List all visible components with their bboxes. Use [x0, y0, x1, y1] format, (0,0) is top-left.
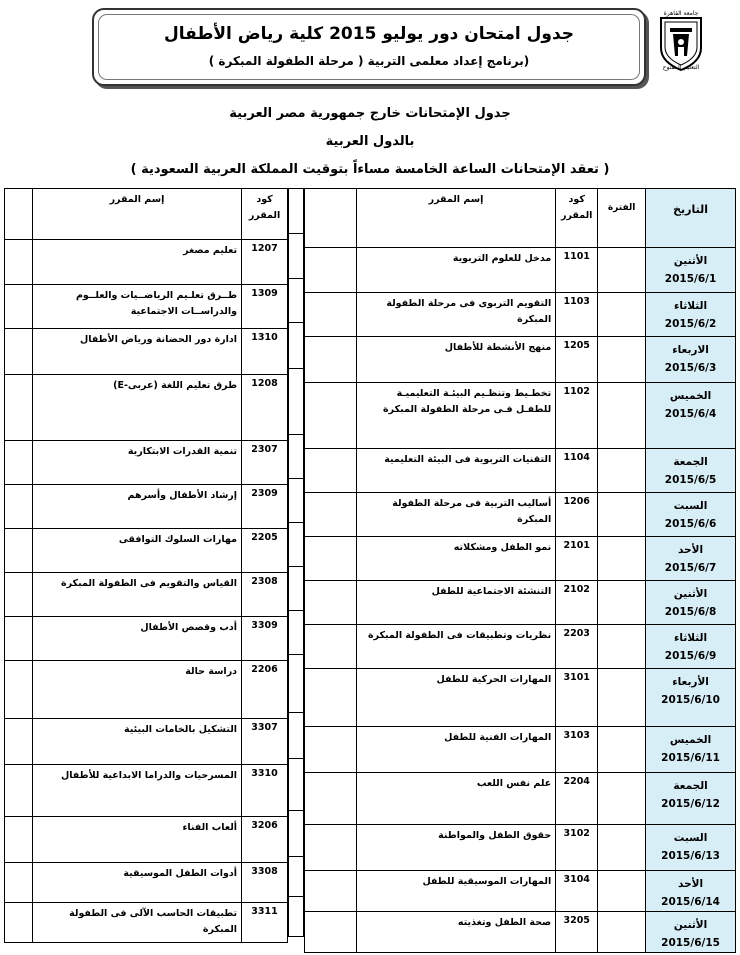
- blank-cell: [5, 719, 33, 765]
- table-row: [305, 293, 736, 337]
- gap-cell: [289, 279, 304, 323]
- course-name: أساليب التربية فى مرحلة الطفولة المبكرة: [356, 493, 555, 537]
- date-cell: [646, 871, 736, 912]
- date-cell: [646, 625, 736, 669]
- gap-cell: [289, 611, 304, 655]
- date-value: 2015/6/10: [661, 694, 720, 706]
- date-value: 2015/6/6: [664, 518, 717, 530]
- table-row: [5, 617, 288, 661]
- date-value: 2015/6/4: [664, 408, 717, 420]
- blank-cell: [5, 661, 33, 719]
- blank-cell: [5, 817, 33, 863]
- blank-cell: [305, 537, 357, 581]
- course-name: ألعاب الفناء: [32, 817, 241, 863]
- logo-bottom-text: التعليم المفتوح: [662, 64, 700, 71]
- date-cell: [646, 581, 736, 625]
- course-code: 1310: [242, 329, 288, 375]
- blank-cell: [305, 493, 357, 537]
- table-row: [305, 625, 736, 669]
- blank-cell: [5, 375, 33, 441]
- header-frame: [92, 8, 646, 86]
- table-row: [5, 285, 288, 329]
- course-code: 1103: [556, 293, 598, 337]
- table-row: [5, 573, 288, 617]
- course-name: إرشاد الأطفال وأسرهم: [32, 485, 241, 529]
- blank-cell: [5, 573, 33, 617]
- table-row: [5, 903, 288, 943]
- date-cell: [646, 912, 736, 953]
- table-header-row: [305, 189, 736, 248]
- blank-cell: [305, 727, 357, 773]
- logo-top-text: جامعة القاهرة: [663, 10, 699, 17]
- blank-cell: [305, 293, 357, 337]
- course-name: صحة الطفل وتغذيته: [356, 912, 555, 953]
- date-cell: [646, 248, 736, 293]
- table-row: [5, 329, 288, 375]
- heading-line1: جدول الإمتحانات خارج جمهورية مصر العربية: [229, 106, 511, 121]
- blank-cell: [305, 248, 357, 293]
- course-name: تطبيقات الحاسب الآلى فى الطفولة المبكرة: [32, 903, 241, 943]
- date-cell: [646, 449, 736, 493]
- day-name: الخميس: [669, 734, 712, 746]
- day-name: الأثنين: [673, 255, 708, 267]
- day-name: الأثنين: [673, 919, 708, 931]
- table-row: [305, 248, 736, 293]
- course-code: 2307: [242, 441, 288, 485]
- course-name: التشكيل بالخامات البيئية: [32, 719, 241, 765]
- course-name: التقنيات التربوية فى البيئة التعليمية: [356, 449, 555, 493]
- table-row: [5, 719, 288, 765]
- table-row: [305, 493, 736, 537]
- course-code: 1104: [556, 449, 598, 493]
- period-cell: [598, 337, 646, 383]
- gap-cell: [289, 523, 304, 567]
- table-row: [305, 449, 736, 493]
- table-row: [5, 661, 288, 719]
- blank-cell: [305, 383, 357, 449]
- course-name: أدوات الطفل الموسيقية: [32, 863, 241, 903]
- course-code: 3102: [556, 825, 598, 871]
- course-name: أدب وقصص الأطفال: [32, 617, 241, 661]
- day-name: الأحد: [678, 544, 704, 556]
- table-row: [5, 240, 288, 285]
- course-name: تنمية القدرات الابتكارية: [32, 441, 241, 485]
- course-name: نظريات وتطبيقات فى الطفولة المبكرة: [356, 625, 555, 669]
- course-code: 3103: [556, 727, 598, 773]
- table-row: [5, 529, 288, 573]
- course-code: 1208: [242, 375, 288, 441]
- course-name: تخطـيط وتنظـيم البيئـة التعليميـة للطفـل فـى مرحلة الطفولة المبكرة: [356, 383, 555, 449]
- period-cell: [598, 293, 646, 337]
- blank-cell: [5, 529, 33, 573]
- course-code: 1309: [242, 285, 288, 329]
- date-cell: [646, 669, 736, 727]
- day-name: الثلاثاء: [674, 632, 708, 644]
- date-header: التاريخ: [646, 189, 736, 248]
- course-name: المهارات الفنية للطفل: [356, 727, 555, 773]
- gap-cell: [289, 713, 304, 759]
- course-name: طــرق تعلـيم الرياضــيات والعلــوم والدراســات الاجتماعية: [32, 285, 241, 329]
- course-name: حقوق الطفل والمواطنة: [356, 825, 555, 871]
- day-name: الاربعاء: [672, 344, 709, 356]
- date-value: 2015/6/15: [661, 937, 720, 949]
- gap-cell: [289, 897, 304, 937]
- date-value: 2015/6/11: [661, 752, 720, 764]
- blank-cell: [305, 871, 357, 912]
- course-name: تعليم مصغر: [32, 240, 241, 285]
- day-name: الخميس: [669, 390, 712, 402]
- blank-cell: [5, 329, 33, 375]
- date-cell: [646, 773, 736, 825]
- course-code: 1101: [556, 248, 598, 293]
- heading-line2: بالدول العربية: [325, 134, 415, 149]
- course-code: 3310: [242, 765, 288, 817]
- date-cell: [646, 537, 736, 581]
- date-cell: [646, 293, 736, 337]
- date-value: 2015/6/3: [664, 362, 717, 374]
- gap-column: [288, 188, 304, 937]
- code-header: كود المقرر: [242, 189, 288, 240]
- blank-cell: [305, 825, 357, 871]
- day-name: الأربعاء: [672, 676, 709, 688]
- course-code: 3308: [242, 863, 288, 903]
- blank-cell: [5, 240, 33, 285]
- heading-line3: ( تعقد الإمتحانات الساعة الخامسة مساءاً بتوقيت المملكة العربية السعودية ): [130, 162, 610, 177]
- date-value: 2015/6/7: [664, 562, 717, 574]
- table-row: [305, 581, 736, 625]
- period-cell: [598, 383, 646, 449]
- day-name: الجمعة: [673, 456, 708, 468]
- period-cell: [598, 537, 646, 581]
- gap-cell: [289, 369, 304, 435]
- course-name: المهارات الحركية للطفل: [356, 669, 555, 727]
- course-code: 1102: [556, 383, 598, 449]
- period-cell: [598, 625, 646, 669]
- table-row: [305, 825, 736, 871]
- date-value: 2015/6/1: [664, 273, 717, 285]
- table-row: [305, 337, 736, 383]
- date-value: 2015/6/5: [664, 474, 717, 486]
- period-cell: [598, 248, 646, 293]
- table-row: [305, 912, 736, 953]
- table-row: [305, 773, 736, 825]
- course-code: 3309: [242, 617, 288, 661]
- table-row: [305, 537, 736, 581]
- schedule-table-right: [304, 188, 736, 953]
- course-name: المهارات الموسيقية للطفل: [356, 871, 555, 912]
- table-row: [5, 817, 288, 863]
- table-row: [305, 383, 736, 449]
- blank-cell: [5, 863, 33, 903]
- course-code: 3311: [242, 903, 288, 943]
- course-name: التقويم التربوى فى مرحلة الطفولة المبكرة: [356, 293, 555, 337]
- blank-cell: [5, 617, 33, 661]
- course-code: 2206: [242, 661, 288, 719]
- table-row: [5, 375, 288, 441]
- course-code: 3307: [242, 719, 288, 765]
- course-code: 2203: [556, 625, 598, 669]
- blank-cell: [305, 669, 357, 727]
- course-code: 1205: [556, 337, 598, 383]
- gap-cell: [289, 435, 304, 479]
- blank-cell: [305, 581, 357, 625]
- date-cell: [646, 383, 736, 449]
- name-header: إسم المقرر: [356, 189, 555, 248]
- period-cell: [598, 871, 646, 912]
- table-header-row: [5, 189, 288, 240]
- gap-cell: [289, 857, 304, 897]
- period-cell: [598, 773, 646, 825]
- blank-cell: [5, 441, 33, 485]
- course-name: علم نفس اللعب: [356, 773, 555, 825]
- course-code: 2205: [242, 529, 288, 573]
- gap-cell: [289, 811, 304, 857]
- course-name: مدخل للعلوم التربوية: [356, 248, 555, 293]
- period-cell: [598, 727, 646, 773]
- course-name: منهج الأنشطة للأطفال: [356, 337, 555, 383]
- gap-cell: [289, 323, 304, 369]
- course-name: مهارات السلوك التوافقى: [32, 529, 241, 573]
- table-row: [5, 485, 288, 529]
- day-name: السبت: [673, 500, 708, 512]
- day-name: الجمعة: [673, 780, 708, 792]
- gap-cell: [289, 655, 304, 713]
- course-name: ادارة دور الحضانة ورياض الأطفال: [32, 329, 241, 375]
- period-cell: [598, 669, 646, 727]
- gap-cell: [289, 189, 304, 234]
- period-cell: [598, 493, 646, 537]
- document-title: جدول امتحان دور يوليو 2015 كلية رياض الأطفال: [163, 24, 575, 44]
- table-row: [5, 863, 288, 903]
- period-cell: [598, 912, 646, 953]
- day-name: السبت: [673, 832, 708, 844]
- name-header: إسم المقرر: [32, 189, 241, 240]
- course-code: 3205: [556, 912, 598, 953]
- date-cell: [646, 337, 736, 383]
- table-row: [305, 727, 736, 773]
- document-subtitle: (برنامج إعداد معلمى التربية ( مرحلة الطفولة المبكرة ): [208, 54, 530, 68]
- course-name: نمو الطفل ومشكلاته: [356, 537, 555, 581]
- code-header: كود المقرر: [556, 189, 598, 248]
- date-value: 2015/6/9: [664, 650, 717, 662]
- date-value: 2015/6/2: [664, 318, 717, 330]
- course-code: 3206: [242, 817, 288, 863]
- period-cell: [598, 825, 646, 871]
- course-code: 3101: [556, 669, 598, 727]
- schedule-table-left: [4, 188, 288, 943]
- gap-cell: [289, 759, 304, 811]
- period-cell: [598, 449, 646, 493]
- blank-cell: [305, 337, 357, 383]
- date-cell: [646, 727, 736, 773]
- blank-cell: [5, 765, 33, 817]
- blank-cell: [305, 449, 357, 493]
- gap-cell: [289, 567, 304, 611]
- table-row: [5, 765, 288, 817]
- university-logo-icon: [657, 10, 705, 72]
- course-code: 2204: [556, 773, 598, 825]
- course-name: دراسة حالة: [32, 661, 241, 719]
- blank-cell: [5, 485, 33, 529]
- gap-cell: [289, 479, 304, 523]
- blank-header-cell: [305, 189, 357, 248]
- day-name: الأثنين: [673, 588, 708, 600]
- course-code: 2308: [242, 573, 288, 617]
- date-value: 2015/6/12: [661, 798, 720, 810]
- blank-cell: [305, 773, 357, 825]
- table-row: [305, 669, 736, 727]
- date-cell: [646, 825, 736, 871]
- course-code: 3104: [556, 871, 598, 912]
- date-value: 2015/6/8: [664, 606, 717, 618]
- gap-cell: [289, 234, 304, 279]
- blank-cell: [305, 625, 357, 669]
- period-header: الفترة: [598, 189, 646, 248]
- course-code: 1206: [556, 493, 598, 537]
- course-name: التنشئة الاجتماعية للطفل: [356, 581, 555, 625]
- blank-header-cell: [5, 189, 33, 240]
- blank-cell: [5, 285, 33, 329]
- day-name: الثلاثاء: [674, 300, 708, 312]
- course-code: 2101: [556, 537, 598, 581]
- day-name: الأحد: [678, 878, 704, 890]
- date-cell: [646, 493, 736, 537]
- course-name: طرق تعليم اللغة (عربى-E): [32, 375, 241, 441]
- table-row: [305, 871, 736, 912]
- course-code: 1207: [242, 240, 288, 285]
- date-value: 2015/6/14: [661, 896, 720, 908]
- course-code: 2309: [242, 485, 288, 529]
- table-row: [5, 441, 288, 485]
- period-cell: [598, 581, 646, 625]
- course-name: المسرحيات والدراما الابداعية للأطفال: [32, 765, 241, 817]
- blank-cell: [305, 912, 357, 953]
- course-name: القياس والتقويم فى الطفولة المبكرة: [32, 573, 241, 617]
- date-value: 2015/6/13: [661, 850, 720, 862]
- blank-cell: [5, 903, 33, 943]
- course-code: 2102: [556, 581, 598, 625]
